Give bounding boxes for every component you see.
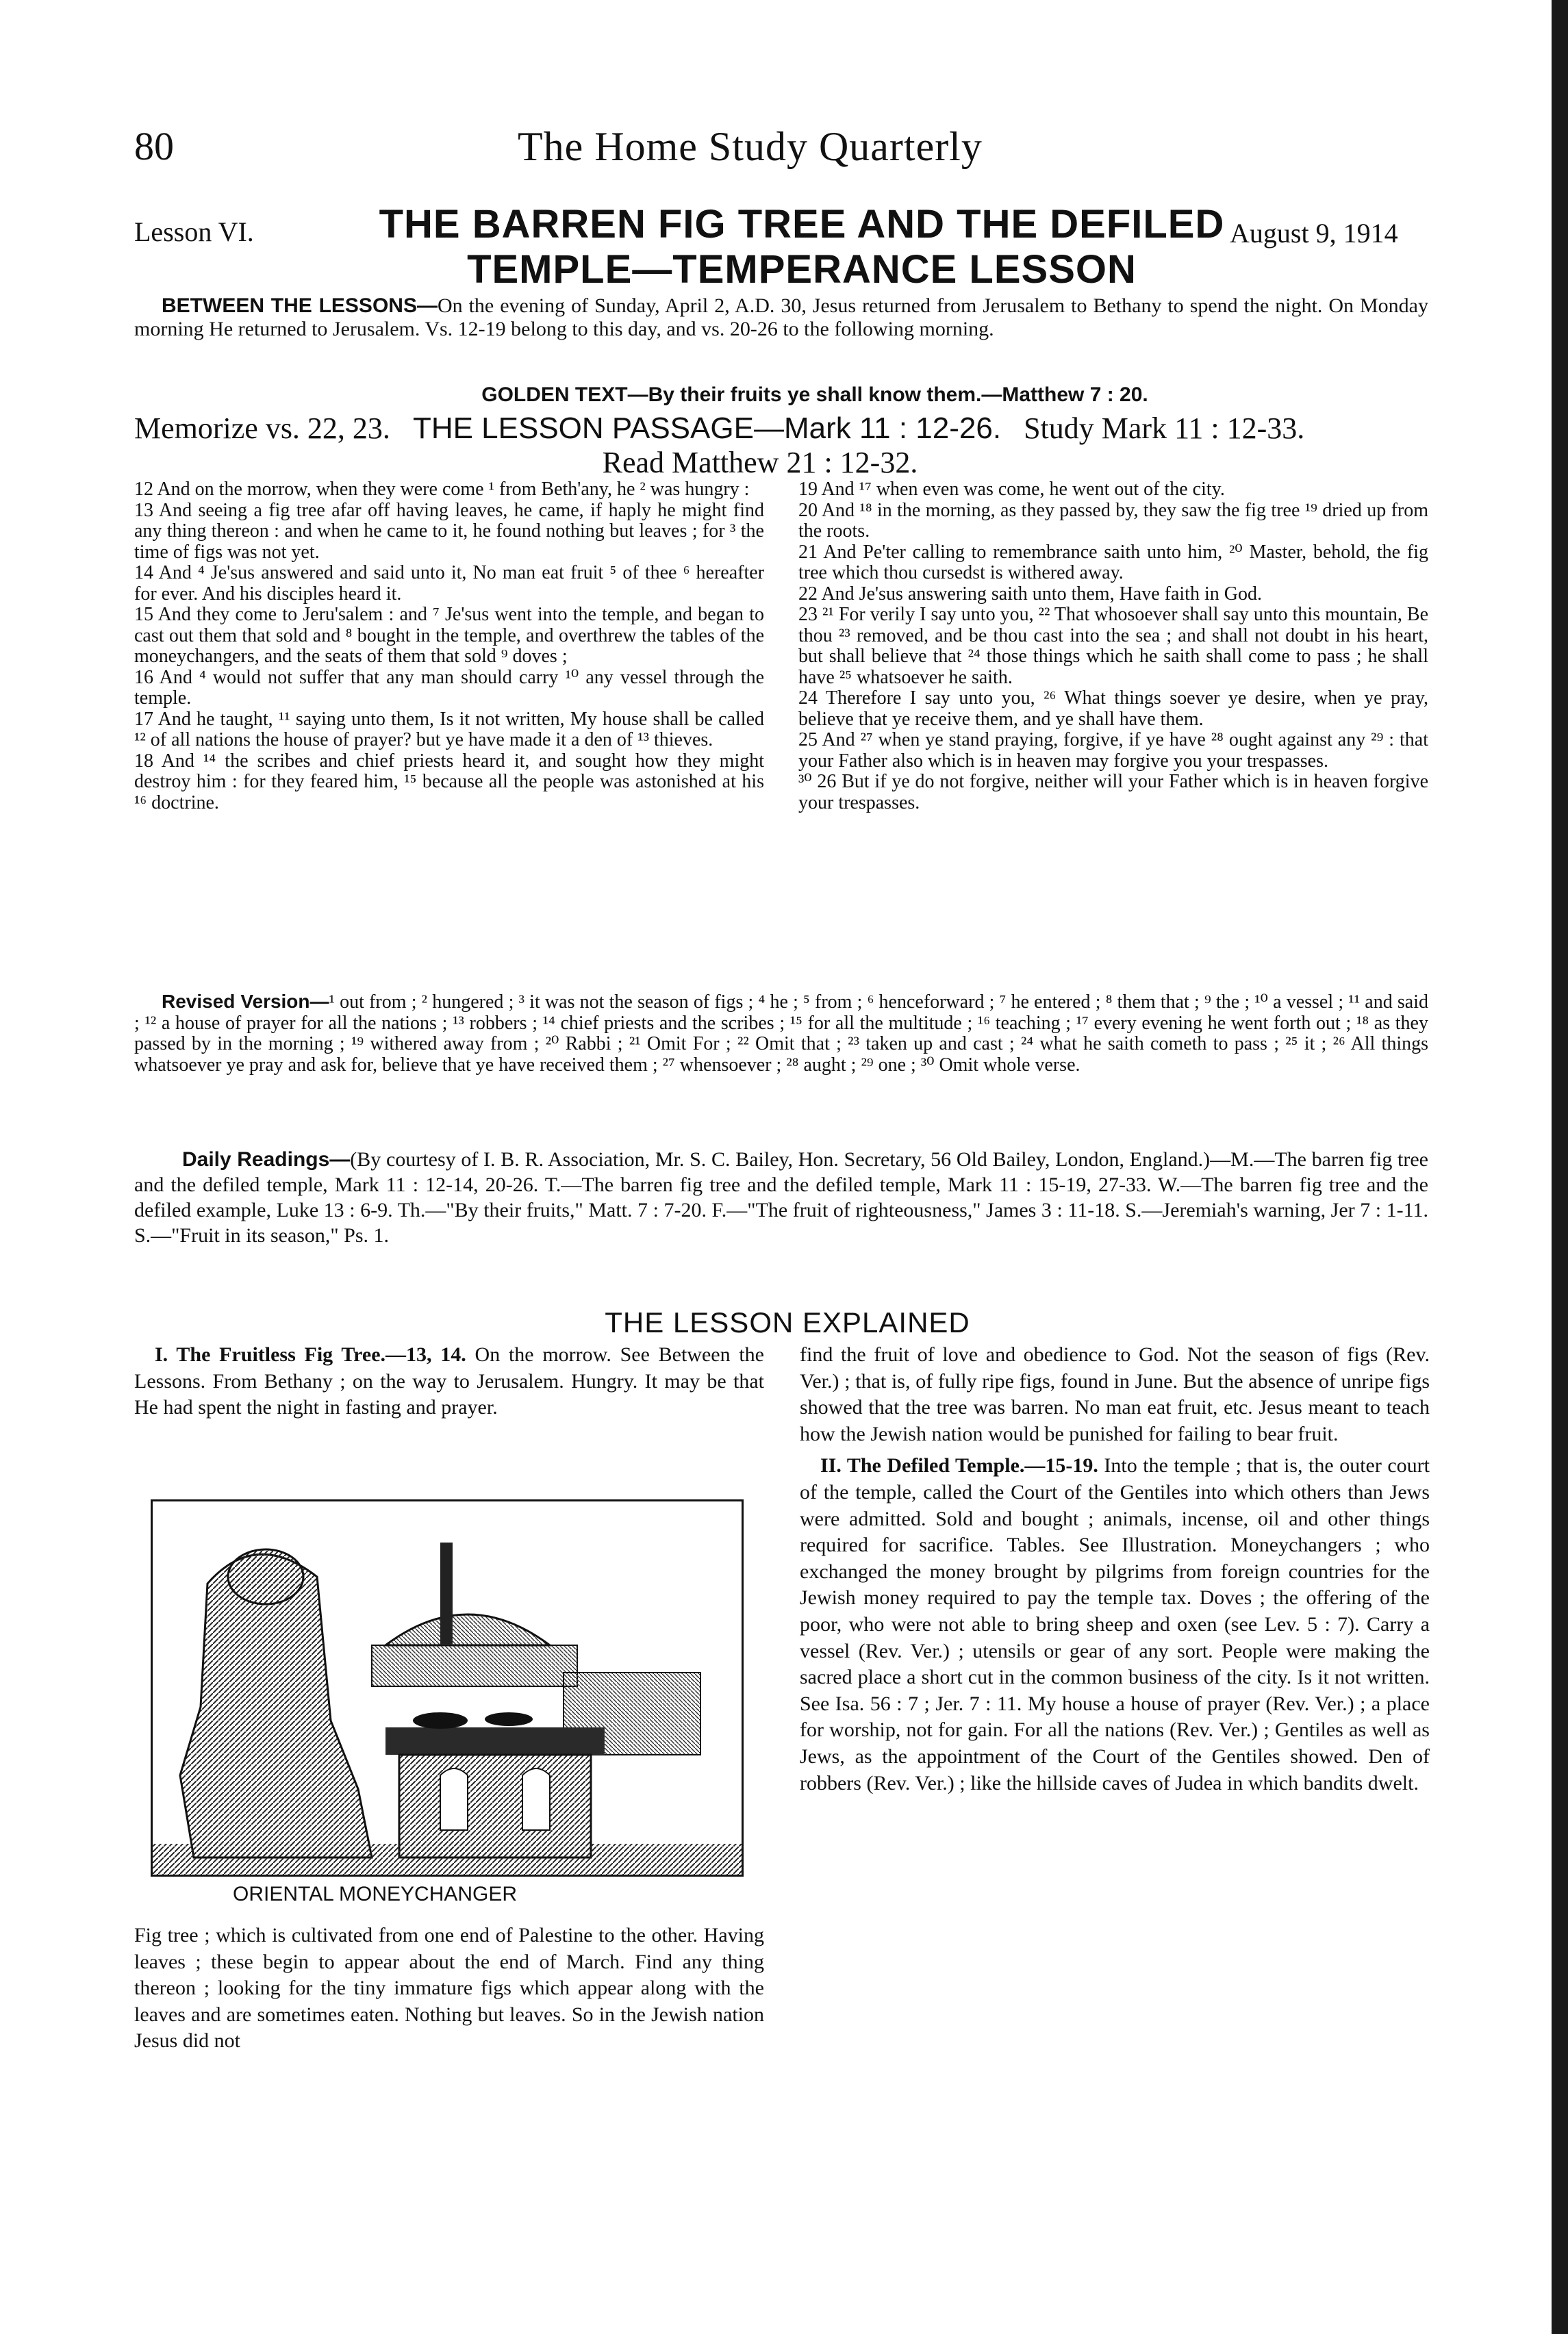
daily-readings [134, 1147, 1428, 1248]
explained-left-column [134, 1342, 764, 1421]
section-1-conclusion: find the fruit of love and obedience to God. Not the season of figs (Rev. Ver.) ; that is, of fully ripe figs, found in June. But the absence of unripe figs showed that the tree was barren. No man eat fruit, etc. Jesus meant to teach how the Jewish nation would be punished for failing to bear fruit. [800, 1343, 1430, 1445]
between-the-lessons [134, 294, 1428, 341]
daily-text: (By courtesy of I. B. R. Association, Mr. S. C. Bailey, Hon. Secretary, 56 Old Bailey, London, England.)—M.—The barren fig tree and the defiled temple, Mark 11 : 12-14, 20-26. T.—The barren fig tree and the defiled temple, Mark 11 : 15-19, 27-33. W.—The barren fig tree and the defiled example, Luke 13 : 6-9. Th.—"By their fruits," Matt. 7 : 7-20. F.—"The fruit of righteousness," James 3 : 11-18. S.—Jeremiah's warning, Jer 7 : 1-11. S.—"Fruit in its season," Ps. 1. [134, 1148, 1428, 1247]
section-1-intro-text: On the morrow. See Between the Lessons. From Bethany ; on the way to Jerusalem. Hungry. It may be that He had spent the night in fasting and prayer. [134, 1343, 765, 1419]
verse: 19 And ¹⁷ when even was come, he went out of the city. [798, 479, 1225, 500]
scan-edge-bar [1552, 0, 1568, 2334]
verse: ³⁰ 26 But if ye do not forgive, neither will your Father which is in heaven forgive your trespasses. [798, 771, 1428, 813]
lesson-title-line-2: TEMPLE—TEMPERANCE LESSON [467, 247, 1137, 292]
verse: 13 And seeing a fig tree afar off having leaves, he came, if haply he might find any thing thereon : and when he came to it, he found nothing but leaves ; for ³ the time of figs was not yet. [134, 499, 764, 563]
moneychanger-illustration [151, 1499, 744, 1877]
memorize-verses: Memorize vs. 22, 23. [134, 411, 390, 445]
section-1-intro [134, 1342, 764, 1421]
lesson-passage: THE LESSON PASSAGE—Mark 11 : 12-26. [412, 411, 1002, 445]
study-reference: Study Mark 11 : 12-33. [1024, 411, 1305, 445]
read-reference: Read Matthew 21 : 12-32. [602, 446, 918, 479]
running-title: The Home Study Quarterly [518, 124, 983, 169]
scripture-left-column [134, 479, 764, 813]
running-head [134, 123, 1435, 178]
section-2 [800, 1453, 1430, 1797]
section-1-continued-text: Fig tree ; which is cultivated from one end of Palestine to the other. Having leaves ; these begin to appear about the end of March. Find any thing thereon ; looking for the tiny immature figs which appear along with the leaves and are sometimes eaten. Nothing but leaves. So in the Jewish nation Jesus did not [134, 1924, 764, 2053]
illustration-caption: ORIENTAL MONEYCHANGER [233, 1883, 518, 1905]
between-text: On the evening of Sunday, April 2, A.D. 30, Jesus returned from Jerusalem to Bethany to spend the night. On Monday morning He returned to Jerusalem. Vs. 12-19 belong to this day, and vs. 20-26 to the following morning. [134, 294, 1428, 340]
verse: 15 And they come to Jeru'salem : and ⁷ Je'sus went into the temple, and began to cast out them that sold and ⁸ bought in the temple, and overthrew the tables of the moneychangers, and the seats of them that sold ⁹ doves ; [134, 604, 764, 667]
verse: 14 And ⁴ Je'sus answered and said unto it, No man eat fruit ⁵ of thee ⁶ hereafter for ever. And his disciples heard it. [134, 562, 764, 605]
engraving-picture [153, 1501, 742, 1875]
section-1-heading: I. The Fruitless Fig Tree.—13, 14. [155, 1343, 466, 1366]
golden-text: GOLDEN TEXT—By their fruits ye shall know them.—Matthew 7 : 20. [481, 383, 1148, 406]
verse: 16 And ⁴ would not suffer that any man should carry ¹⁰ any vessel through the temple. [134, 666, 764, 709]
section-2-text: Into the temple ; that is, the outer court of the temple, called the Court of the Gentiles into which others than Jews were admitted. Sold and bought ; animals, incense, oil and other things required for sacrifice. Tables. See Illustration. Moneychangers ; who exchanged the money brought by pilgrims from foreign countries for the Jewish money required to pay the temple tax. Doves ; the offering of the poor, who were not able to bring sheep and oxen (see Lev. 5 : 7). Carry a vessel (Rev. Ver.) ; utensils or gear of any sort. People were making the sacred place a short cut in the common business of the city. Is it not written. See Isa. 56 : 7 ; Jer. 7 : 11. My house a house of prayer (Rev. Ver.) ; a place for worship, not for gain. For all the nations (Rev. Ver.) ; Gentiles as well as Jews, as the appointment of the Court of the Gentiles showed. Den of robbers (Rev. Ver.) ; like the hillside caves of Judea in which bandits dwelt. [800, 1454, 1430, 1794]
lesson-date: August 9, 1914 [1230, 218, 1398, 249]
lesson-title [346, 202, 1257, 292]
lesson-title-line-1: THE BARREN FIG TREE AND THE DEFILED [379, 202, 1225, 246]
explained-right-column [800, 1342, 1430, 1797]
between-label: BETWEEN THE LESSONS— [162, 294, 438, 317]
page-number: 80 [134, 124, 174, 168]
verse: 12 And on the morrow, when they were come ¹ from Beth'any, he ² was hungry : [134, 479, 750, 500]
verse: 20 And ¹⁸ in the morning, as they passed by, they saw the fig tree ¹⁹ dried up from the roots. [798, 499, 1428, 542]
passage-line [134, 411, 1449, 446]
scripture-right-column [798, 479, 1428, 813]
lesson-number: Lesson VI. [134, 216, 254, 247]
section-1-continued [134, 1923, 764, 2055]
lesson-explained-title: THE LESSON EXPLAINED [605, 1306, 970, 1339]
daily-label: Daily Readings— [182, 1148, 351, 1171]
verse: 24 Therefore I say unto you, ²⁶ What things soever ye desire, when ye pray, believe that ye receive them, and ye shall have them. [798, 687, 1428, 730]
verse: 23 ²¹ For verily I say unto you, ²² That whosoever shall say unto this mountain, Be thou ²³ removed, and be thou cast into the sea ; and shall not doubt in his heart, but shall believe that ²⁴ those things which he saith shall come to pass ; he shall have ²⁵ whatsoever he saith. [798, 604, 1428, 688]
verse: 17 And he taught, ¹¹ saying unto them, Is it not written, My house shall be called ¹² of all nations the house of prayer? but ye have made it a den of ¹³ thieves. [134, 708, 764, 750]
verse: 25 And ²⁷ when ye stand praying, forgive, if ye have ²⁸ ought against any ²⁹ : that your Father also which is in heaven may forgive you your trespasses. [798, 729, 1428, 772]
verse: 21 And Pe'ter calling to remembrance saith unto him, ²⁰ Master, behold, the fig tree which thou cursedst is withered away. [798, 541, 1428, 583]
revised-version [134, 991, 1428, 1076]
verse: 22 And Je'sus answering saith unto them, Have faith in God. [798, 583, 1262, 605]
section-2-heading: II. The Defiled Temple.—15-19. [820, 1454, 1098, 1477]
verse: 18 And ¹⁴ the scribes and chief priests heard it, and sought how they might destroy him : for they feared him, ¹⁵ because all the people was astonished at his ¹⁶ doctrine. [134, 750, 764, 813]
revised-label: Revised Version— [162, 991, 329, 1012]
revised-text: ¹ out from ; ² hungered ; ³ it was not the season of figs ; ⁴ he ; ⁵ from ; ⁶ henceforward ; ⁷ he entered ; ⁸ them that ; ⁹ the ; ¹⁰ a vessel ; ¹¹ and said ; ¹² a house of prayer for all the nations ; ¹³ robbers ; ¹⁴ chief priests and the scribes ; ¹⁵ for all the multitude ; ¹⁶ teaching ; ¹⁷ every evening he went forth out ; ¹⁸ as they passed by in the morning ; ¹⁹ withered away from ; ²⁰ Rabbi ; ²¹ Omit For ; ²² Omit that ; ²³ taken up and cast ; ²⁴ what he saith cometh to pass ; ²⁵ it ; ²⁶ All things whatsoever ye pray and ask for, believe that ye have received them ; ²⁷ whensoever ; ²⁸ aught ; ²⁹ one ; ³⁰ Omit whole verse. [134, 991, 1428, 1076]
